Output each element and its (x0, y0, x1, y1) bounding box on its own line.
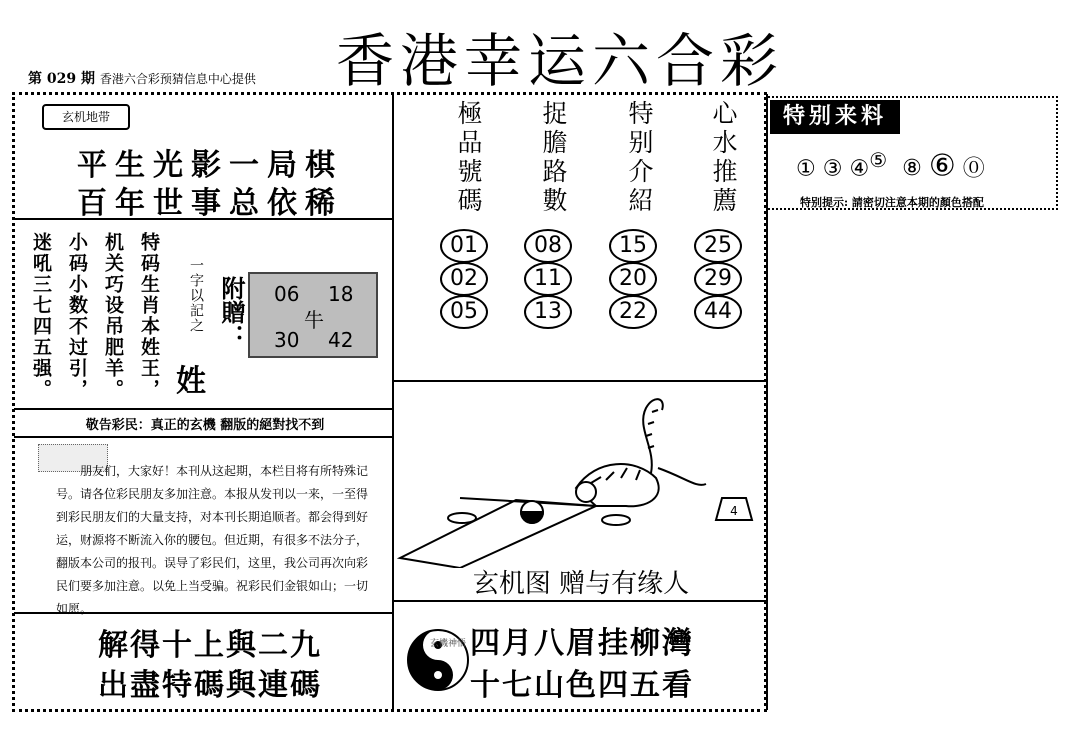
recommend-number: 13 (524, 295, 572, 329)
divider-mid-1 (392, 380, 766, 382)
left-bottom-line-2: 出盡特碼與連碼 (98, 668, 322, 703)
page-title: 香港幸运六合彩 (335, 27, 784, 95)
recommend-number: 02 (440, 262, 488, 296)
weight-label: 4 (730, 504, 738, 518)
gift-number: 06 (274, 282, 300, 306)
special-tip: 特别提示: 請密切注意本期的顏色搭配 (800, 196, 984, 209)
recommend-head-1: 極品號碼 (454, 100, 483, 216)
ball-half (521, 512, 543, 523)
recommend-number: 25 (694, 229, 742, 263)
recommend-number: 11 (524, 262, 572, 296)
recommend-head-3: 特别介紹 (625, 100, 654, 216)
puzzle-illustration (396, 388, 764, 568)
taiji-text: 玄機神悟 (430, 639, 467, 649)
recommend-number: 15 (609, 229, 657, 263)
gift-zodiac: 牛 (304, 308, 324, 332)
picture-caption: 玄机图 赠与有缘人 (472, 569, 690, 599)
bowl-shape (602, 515, 630, 525)
special-numbers (796, 148, 985, 183)
special-number: ⓪ (962, 156, 985, 182)
divider-left-2 (14, 408, 392, 410)
recommend-head-4: 心水推薦 (709, 100, 738, 216)
provider-text: 香港六合彩预猜信息中心提供 (99, 72, 256, 86)
section-tag: 玄机地带 (42, 104, 130, 130)
mid-bottom-line-2: 十七山色四五看 (470, 668, 694, 703)
verse-line-1: 平生光影一局棋 (77, 148, 343, 183)
recommend-number: 44 (694, 295, 742, 329)
recommend-head-2: 捉膽路數 (539, 100, 568, 216)
surname-char: 姓 (176, 364, 206, 399)
recommend-number: 20 (609, 262, 657, 296)
article-text: 朋友们，大家好！本刊从这起期，本栏目将有所特殊记号。请各位彩民朋友多加注意。本报从发刊以一来，一至得到彩民朋友们的大量支持，对本刊长期追顺者。都会得到好运，财源将不断流入你的腰包。但近期，有很多不法分子，翻版本公司的报刊。误导了彩民们，这里，我公司再次向彩民们要多加注意。以免上当受骗。祝彩民们金银如山；一切如愿。 (56, 464, 369, 616)
special-heading: 特别来料 (770, 100, 900, 134)
column-divider-left (392, 94, 394, 710)
divider-left-3 (14, 436, 392, 438)
table-top-shape (400, 500, 596, 568)
poem-column-3: 小码小数不过引， (66, 232, 88, 400)
special-number: ④ (849, 156, 870, 182)
poem-column-1: 特码生肖本姓王， (138, 232, 160, 400)
mid-bottom-line-1: 四月八眉挂柳灣 (470, 626, 694, 661)
gift-number: 42 (328, 328, 354, 352)
recommend-number: 08 (524, 229, 572, 263)
poem-column-4: 迷吼三七四五强。 (30, 232, 52, 400)
bowl-shape (448, 513, 476, 523)
special-number: ⑥ (928, 148, 956, 184)
recommend-number: 22 (609, 295, 657, 329)
gift-number: 30 (274, 328, 300, 352)
gift-number: 18 (328, 282, 354, 306)
poem-column-2: 机关巧设吊肥羊。 (102, 232, 124, 400)
divider-mid-2 (392, 600, 766, 602)
special-number: ⑤ (869, 148, 888, 172)
issue-number: 第 029 期 (28, 71, 95, 87)
notice-text: 敬告彩民：真正的玄機 翻版的絕對找不到 (85, 418, 325, 433)
side-note: 一字以記之 (188, 258, 204, 333)
recommend-number: 01 (440, 229, 488, 263)
recommend-number: 05 (440, 295, 488, 329)
special-number: ⑧ (902, 156, 922, 182)
rope-line (658, 468, 706, 485)
issue-info (28, 68, 256, 88)
special-number: ③ (822, 156, 843, 182)
recommend-number: 29 (694, 262, 742, 296)
left-bottom-line-1: 解得十上與二九 (98, 628, 322, 663)
verse-line-2: 百年世事总依稀 (77, 186, 343, 221)
special-number: ① (796, 156, 816, 182)
gift-label: 附贈： (217, 276, 245, 348)
gift-number-box (248, 272, 378, 358)
tiger-head (576, 482, 596, 502)
